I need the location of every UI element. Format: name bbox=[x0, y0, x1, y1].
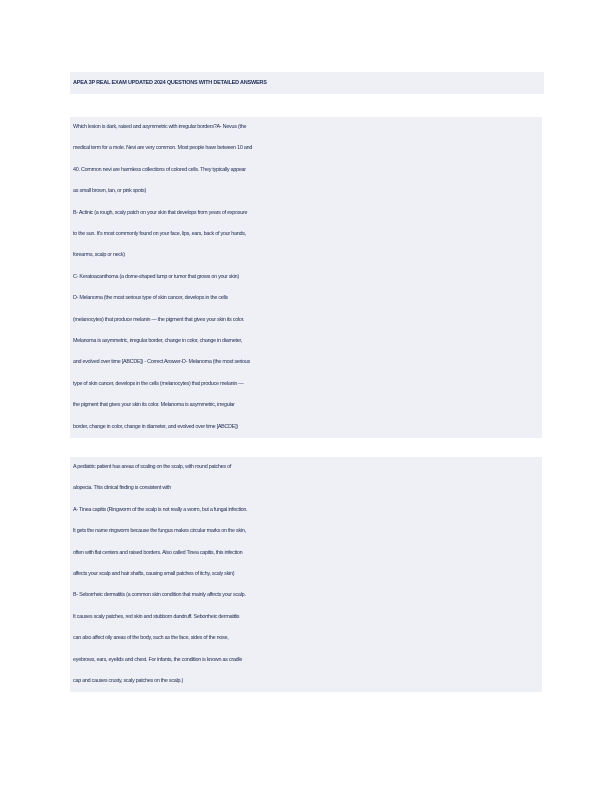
text-line: medical term for a mole. Nevi are very common. Most people have between 10 and bbox=[70, 138, 542, 159]
text-line: affects your scalp and hair shafts, causing small patches of itchy, scaly skin) bbox=[70, 564, 542, 585]
question-2-block bbox=[70, 457, 542, 692]
text-line: (melanocytes) that produce melanin — the pigment that gives your skin its color. bbox=[70, 310, 542, 331]
text-line: B- Actinic (a rough, scaly patch on your skin that develops from years of exposure bbox=[70, 203, 542, 224]
text-line: Melanoma is asymmetric, irregular border, change in color, change in diameter, bbox=[70, 331, 542, 352]
text-line: cap and causes crusty, scaly patches on the scalp.) bbox=[70, 671, 542, 692]
text-line: 40. Common nevi are harmless collections of colored cells. They typically appear bbox=[70, 160, 542, 181]
text-line: the pigment that gives your skin its color. Melanoma is asymmetric, irregular bbox=[70, 395, 542, 416]
text-line: B- Seborrheic dermatitis (a common skin condition that mainly affects your scalp. bbox=[70, 585, 542, 606]
text-line: to the sun. It's most commonly found on your face, lips, ears, back of your hands, bbox=[70, 224, 542, 245]
text-line: A- Tinea capitis (Ringworm of the scalp is not really a worm, but a fungal infection. bbox=[70, 500, 542, 521]
document-title: APEA 3P REAL EXAM UPDATED 2024 QUESTIONS WITH DETAILED ANSWERS bbox=[70, 72, 544, 94]
text-line: and evolved over time [ABCDE]) - Correct Answer-D- Melanoma (the most serious bbox=[70, 352, 542, 373]
text-line: alopecia. This clinical finding is consistent with bbox=[70, 478, 542, 499]
question-1-block bbox=[70, 117, 542, 438]
text-line: C- Keratoacanthoma (a dome-shaped lump or tumor that grows on your skin) bbox=[70, 267, 542, 288]
text-line: It causes scaly patches, red skin and stubborn dandruff. Seborrheic dermatitis bbox=[70, 607, 542, 628]
text-line: It gets the name ringworm because the fungus makes circular marks on the skin, bbox=[70, 521, 542, 542]
text-line: as small brown, tan, or pink spots) bbox=[70, 181, 542, 202]
text-line: forearms, scalp or neck) bbox=[70, 245, 542, 266]
text-line: often with flat centers and raised borders. Also called Tinea capitis, this infection bbox=[70, 543, 542, 564]
text-line: type of skin cancer, develops in the cells (melanocytes) that produce melanin — bbox=[70, 374, 542, 395]
text-line: border, change in color, change in diameter, and evolved over time [ABCDE]) bbox=[70, 417, 542, 438]
text-line: can also affect oily areas of the body, such as the face, sides of the nose, bbox=[70, 628, 542, 649]
text-line: Which lesion is dark, raised and asymmetric with irregular borders?A- Nevus (the bbox=[70, 117, 542, 138]
text-line: A pediatric patient has areas of scaling on the scalp, with round patches of bbox=[70, 457, 542, 478]
text-line: eyebrows, ears, eyelids and chest. For infants, the condition is known as cradle bbox=[70, 650, 542, 671]
text-line: D- Melanoma (the most serious type of skin cancer, develops in the cells bbox=[70, 288, 542, 309]
